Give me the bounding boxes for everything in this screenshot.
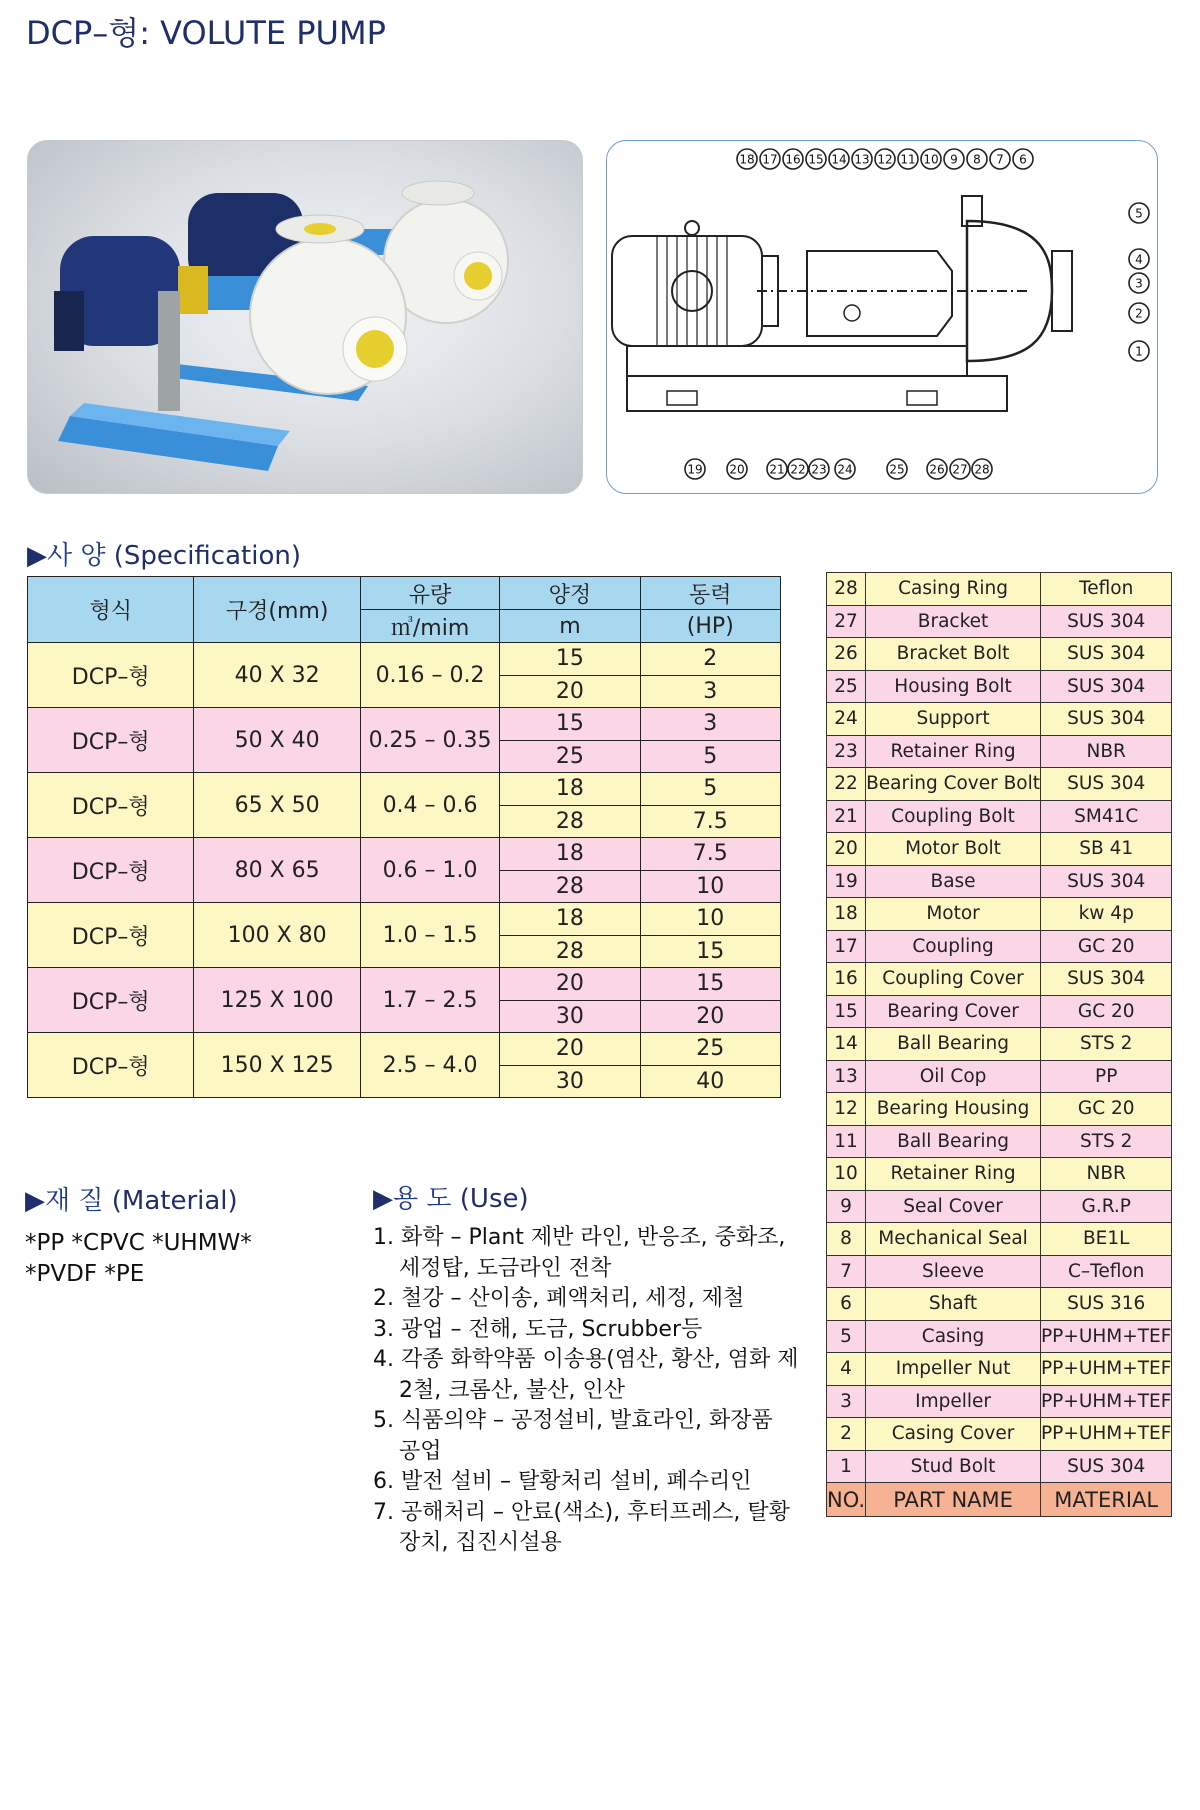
material-line: *PVDF *PE	[25, 1261, 145, 1287]
use-list	[373, 1223, 799, 1559]
callout-number: 15	[808, 152, 824, 167]
spec-heading	[27, 535, 301, 572]
parts-row	[827, 1255, 1172, 1288]
spec-cell-power: 10	[640, 903, 780, 936]
parts-cell-material: C–Teflon	[1041, 1255, 1172, 1288]
product-photo	[27, 140, 583, 494]
parts-cell-name: Casing Ring	[866, 573, 1041, 606]
parts-row	[827, 573, 1172, 606]
parts-cell-no: 9	[827, 1190, 866, 1223]
spec-row	[28, 643, 781, 676]
parts-cell-no: 4	[827, 1353, 866, 1386]
parts-row	[827, 1450, 1172, 1483]
parts-table	[826, 572, 1172, 1517]
parts-header-name: PART NAME	[866, 1483, 1041, 1517]
diagram-base-upper	[627, 346, 967, 376]
parts-row	[827, 638, 1172, 671]
parts-cell-no: 21	[827, 800, 866, 833]
parts-row	[827, 800, 1172, 833]
parts-cell-no: 16	[827, 963, 866, 996]
parts-cell-no: 22	[827, 768, 866, 801]
parts-cell-no: 14	[827, 1028, 866, 1061]
parts-cell-name: Motor Bolt	[866, 833, 1041, 866]
parts-cell-material: SUS 304	[1041, 638, 1172, 671]
spec-cell-head: 18	[500, 773, 640, 806]
spec-table	[27, 576, 781, 1098]
parts-cell-material: SUS 304	[1041, 605, 1172, 638]
spec-row	[28, 773, 781, 806]
parts-row	[827, 1418, 1172, 1451]
callout-number: 19	[687, 462, 703, 477]
parts-cell-material: SUS 304	[1041, 670, 1172, 703]
spec-cell-head: 18	[500, 903, 640, 936]
spec-cell-head: 28	[500, 935, 640, 968]
parts-cell-no: 6	[827, 1288, 866, 1321]
rear-pump-outlet	[402, 181, 474, 205]
parts-row	[827, 1158, 1172, 1191]
spec-cell-flow: 0.4 – 0.6	[360, 773, 499, 838]
parts-cell-name: Retainer Ring	[866, 1158, 1041, 1191]
spec-header-power-unit: (HP)	[640, 610, 780, 643]
parts-cell-material: STS 2	[1041, 1125, 1172, 1158]
spec-header-model: 형식	[28, 577, 194, 643]
parts-cell-no: 5	[827, 1320, 866, 1353]
spec-cell-head: 20	[500, 1033, 640, 1066]
parts-cell-name: Bracket	[866, 605, 1041, 638]
parts-cell-no: 19	[827, 865, 866, 898]
parts-row	[827, 1385, 1172, 1418]
page-title: DCP–형: VOLUTE PUMP	[26, 14, 386, 52]
spec-heading-marker: ▶	[27, 541, 47, 571]
sectional-diagram	[606, 140, 1158, 494]
parts-cell-name: Ball Bearing	[866, 1028, 1041, 1061]
callout-number: 20	[729, 462, 745, 477]
spec-header-flow-unit: ㎥/mim	[360, 610, 499, 643]
parts-cell-no: 15	[827, 995, 866, 1028]
use-line: 2. 철강 – 산이송, 폐액처리, 세정, 제철	[373, 1286, 745, 1311]
parts-cell-no: 20	[827, 833, 866, 866]
parts-cell-name: Casing Cover	[866, 1418, 1041, 1451]
spec-cell-power: 15	[640, 968, 780, 1001]
callout-number: 7	[996, 152, 1004, 167]
parts-cell-no: 27	[827, 605, 866, 638]
use-heading	[373, 1178, 529, 1215]
spec-cell-bore: 40 X 32	[194, 643, 360, 708]
material-heading-label: 재 질	[45, 1186, 104, 1216]
spec-cell-power: 5	[640, 740, 780, 773]
parts-cell-name: Seal Cover	[866, 1190, 1041, 1223]
parts-row	[827, 833, 1172, 866]
parts-cell-material: PP	[1041, 1060, 1172, 1093]
parts-cell-no: 25	[827, 670, 866, 703]
spec-cell-flow: 0.6 – 1.0	[360, 838, 499, 903]
spec-cell-bore: 50 X 40	[194, 708, 360, 773]
parts-table-body	[827, 573, 1172, 1517]
diagram-motor-fins	[657, 236, 727, 346]
callout-number: 23	[811, 462, 827, 477]
callout-number: 8	[973, 152, 981, 167]
parts-cell-no: 12	[827, 1093, 866, 1126]
spec-cell-bore: 65 X 50	[194, 773, 360, 838]
parts-cell-name: Motor	[866, 898, 1041, 931]
diagram-bearing-housing	[807, 251, 952, 336]
parts-cell-name: Retainer Ring	[866, 735, 1041, 768]
parts-cell-material: SB 41	[1041, 833, 1172, 866]
parts-cell-material: PP+UHM+TEF	[1041, 1385, 1172, 1418]
spec-cell-model: DCP–형	[28, 838, 194, 903]
parts-cell-name: Bearing Cover Bolt	[866, 768, 1041, 801]
parts-header-no: NO.	[827, 1483, 866, 1517]
parts-cell-name: Stud Bolt	[866, 1450, 1041, 1483]
spec-heading-label: 사 양	[47, 541, 106, 571]
parts-cell-no: 26	[827, 638, 866, 671]
spec-cell-bore: 80 X 65	[194, 838, 360, 903]
parts-cell-material: SM41C	[1041, 800, 1172, 833]
spec-table-body	[28, 643, 781, 1098]
parts-row	[827, 1028, 1172, 1061]
use-line: 3. 광업 – 전해, 도금, Scrubber등	[373, 1316, 703, 1342]
spec-cell-head: 15	[500, 643, 640, 676]
parts-cell-no: 11	[827, 1125, 866, 1158]
parts-cell-material: kw 4p	[1041, 898, 1172, 931]
spec-cell-power: 5	[640, 773, 780, 806]
parts-cell-name: Bracket Bolt	[866, 638, 1041, 671]
parts-cell-material: Teflon	[1041, 573, 1172, 606]
parts-cell-name: Sleeve	[866, 1255, 1041, 1288]
parts-cell-no: 7	[827, 1255, 866, 1288]
parts-row	[827, 735, 1172, 768]
parts-cell-no: 8	[827, 1223, 866, 1256]
spec-cell-head: 28	[500, 805, 640, 838]
spec-cell-head: 28	[500, 870, 640, 903]
parts-cell-material: GC 20	[1041, 1093, 1172, 1126]
parts-cell-material: SUS 304	[1041, 1450, 1172, 1483]
spec-header-head-unit: m	[500, 610, 640, 643]
callouts-right	[1129, 203, 1149, 361]
parts-row	[827, 768, 1172, 801]
parts-row	[827, 1288, 1172, 1321]
spec-cell-model: DCP–형	[28, 708, 194, 773]
use-line: 세정탑, 도금라인 전착	[399, 1255, 612, 1281]
parts-row	[827, 995, 1172, 1028]
callout-number: 13	[854, 152, 870, 167]
front-pump-logo	[356, 330, 394, 368]
spec-cell-power: 25	[640, 1033, 780, 1066]
spec-cell-bore: 100 X 80	[194, 903, 360, 968]
spec-cell-flow: 0.16 – 0.2	[360, 643, 499, 708]
parts-cell-no: 13	[827, 1060, 866, 1093]
spec-row	[28, 968, 781, 1001]
parts-header-row	[827, 1483, 1172, 1517]
front-outlet-logo	[304, 223, 336, 235]
parts-cell-name: Mechanical Seal	[866, 1223, 1041, 1256]
parts-row	[827, 703, 1172, 736]
diagram-terminal-box	[672, 271, 712, 311]
spec-cell-power: 3	[640, 708, 780, 741]
parts-cell-material: GC 20	[1041, 995, 1172, 1028]
spec-cell-power: 40	[640, 1065, 780, 1098]
parts-cell-material: GC 20	[1041, 930, 1172, 963]
callout-number: 3	[1135, 276, 1143, 291]
callout-number: 1	[1135, 344, 1143, 359]
callout-number: 22	[790, 462, 806, 477]
parts-cell-no: 1	[827, 1450, 866, 1483]
parts-cell-name: Shaft	[866, 1288, 1041, 1321]
parts-row	[827, 1320, 1172, 1353]
use-line: 7. 공해처리 – 안료(색소), 후터프레스, 탈황	[373, 1499, 790, 1525]
spec-cell-flow: 1.7 – 2.5	[360, 968, 499, 1033]
spec-cell-model: DCP–형	[28, 1033, 194, 1098]
callout-number: 11	[900, 152, 916, 167]
spec-cell-power: 20	[640, 1000, 780, 1033]
parts-cell-name: Impeller	[866, 1385, 1041, 1418]
callout-number: 27	[952, 462, 968, 477]
use-line: 6. 발전 설비 – 탈황처리 설비, 폐수리인	[373, 1469, 752, 1494]
spec-cell-model: DCP–형	[28, 968, 194, 1033]
front-motor-base	[54, 291, 84, 351]
parts-cell-material: STS 2	[1041, 1028, 1172, 1061]
diagram-base-slot-right	[907, 391, 937, 405]
parts-cell-name: Bearing Housing	[866, 1093, 1041, 1126]
spec-cell-head: 30	[500, 1065, 640, 1098]
parts-cell-no: 23	[827, 735, 866, 768]
spec-heading-sub: (Specification)	[113, 541, 301, 571]
callout-number: 26	[929, 462, 945, 477]
rear-pump-logo	[464, 262, 492, 290]
parts-cell-name: Oil Cop	[866, 1060, 1041, 1093]
parts-row	[827, 963, 1172, 996]
parts-cell-no: 28	[827, 573, 866, 606]
parts-row	[827, 1190, 1172, 1223]
parts-cell-material: SUS 304	[1041, 703, 1172, 736]
use-line: 공업	[399, 1438, 442, 1464]
use-line: 장치, 집진시설용	[399, 1530, 562, 1555]
use-line: 4. 각종 화학약품 이송용(염산, 황산, 염화 제	[373, 1347, 799, 1372]
spec-cell-flow: 0.25 – 0.35	[360, 708, 499, 773]
callout-number: 5	[1135, 206, 1143, 221]
parts-cell-material: SUS 316	[1041, 1288, 1172, 1321]
parts-cell-material: PP+UHM+TEF	[1041, 1418, 1172, 1451]
use-heading-sub: (Use)	[459, 1184, 529, 1214]
pump-cross-section	[607, 141, 1157, 493]
spec-cell-bore: 125 X 100	[194, 968, 360, 1033]
spec-row	[28, 1033, 781, 1066]
spec-cell-power: 7.5	[640, 838, 780, 871]
callout-number: 25	[889, 462, 905, 477]
pump-photo-illustration	[28, 141, 582, 493]
use-heading-label: 용 도	[393, 1184, 452, 1214]
parts-cell-no: 17	[827, 930, 866, 963]
spec-cell-head: 30	[500, 1000, 640, 1033]
callout-number: 28	[974, 462, 990, 477]
diagram-eye-bolt	[685, 221, 699, 235]
parts-cell-no: 18	[827, 898, 866, 931]
spec-cell-head: 18	[500, 838, 640, 871]
callouts-bottom	[685, 459, 992, 479]
spec-row	[28, 903, 781, 936]
parts-cell-name: Bearing Cover	[866, 995, 1041, 1028]
parts-row	[827, 670, 1172, 703]
spec-cell-model: DCP–형	[28, 773, 194, 838]
parts-cell-name: Coupling Bolt	[866, 800, 1041, 833]
parts-cell-material: NBR	[1041, 1158, 1172, 1191]
spec-cell-flow: 1.0 – 1.5	[360, 903, 499, 968]
parts-row	[827, 1060, 1172, 1093]
spec-cell-head: 15	[500, 708, 640, 741]
parts-cell-material: SUS 304	[1041, 865, 1172, 898]
callout-number: 12	[877, 152, 893, 167]
spec-header-bore: 구경(mm)	[194, 577, 360, 643]
spec-cell-flow: 2.5 – 4.0	[360, 1033, 499, 1098]
spec-cell-power: 15	[640, 935, 780, 968]
parts-cell-name: Coupling	[866, 930, 1041, 963]
front-motor-label	[178, 266, 208, 314]
diagram-oil-cup	[844, 305, 860, 321]
spec-cell-model: DCP–형	[28, 903, 194, 968]
parts-row	[827, 865, 1172, 898]
callout-number: 4	[1135, 252, 1143, 267]
callout-number: 14	[831, 152, 847, 167]
parts-row	[827, 1093, 1172, 1126]
spec-cell-model: DCP–형	[28, 643, 194, 708]
parts-cell-no: 2	[827, 1418, 866, 1451]
spec-cell-power: 3	[640, 675, 780, 708]
spec-header-head: 양정	[500, 577, 640, 610]
use-line: 1. 화학 – Plant 제반 라인, 반응조, 중화조,	[373, 1225, 786, 1250]
material-heading	[25, 1180, 238, 1217]
callout-number: 6	[1019, 152, 1027, 167]
spec-cell-bore: 150 X 125	[194, 1033, 360, 1098]
material-heading-marker: ▶	[25, 1186, 45, 1216]
spec-cell-power: 2	[640, 643, 780, 676]
callouts-top	[737, 149, 1033, 169]
parts-cell-name: Housing Bolt	[866, 670, 1041, 703]
callout-number: 17	[762, 152, 778, 167]
parts-row	[827, 1353, 1172, 1386]
callout-number: 18	[739, 152, 755, 167]
spec-row	[28, 838, 781, 871]
parts-cell-name: Support	[866, 703, 1041, 736]
parts-cell-material: SUS 304	[1041, 963, 1172, 996]
parts-row	[827, 1125, 1172, 1158]
callout-number: 2	[1135, 306, 1143, 321]
parts-cell-name: Ball Bearing	[866, 1125, 1041, 1158]
parts-row	[827, 898, 1172, 931]
spec-cell-head: 25	[500, 740, 640, 773]
material-line: *PP *CPVC *UHMW*	[25, 1230, 252, 1256]
callout-number: 10	[923, 152, 939, 167]
callout-number: 16	[785, 152, 801, 167]
parts-row	[827, 605, 1172, 638]
parts-cell-name: Impeller Nut	[866, 1353, 1041, 1386]
callout-number: 21	[769, 462, 785, 477]
diagram-base-slot-left	[667, 391, 697, 405]
spec-header-flow: 유량	[360, 577, 499, 610]
parts-cell-material: SUS 304	[1041, 768, 1172, 801]
spec-cell-power: 10	[640, 870, 780, 903]
callout-number: 9	[950, 152, 958, 167]
use-line: 5. 식품의약 – 공정설비, 발효라인, 화장품	[373, 1408, 773, 1433]
parts-cell-material: NBR	[1041, 735, 1172, 768]
spec-cell-power: 7.5	[640, 805, 780, 838]
use-line: 2철, 크롬산, 불산, 인산	[399, 1377, 625, 1403]
parts-cell-name: Coupling Cover	[866, 963, 1041, 996]
parts-cell-no: 3	[827, 1385, 866, 1418]
parts-cell-material: PP+UHM+TEF	[1041, 1320, 1172, 1353]
parts-cell-material: PP+UHM+TEF	[1041, 1353, 1172, 1386]
material-list	[25, 1228, 252, 1290]
parts-row	[827, 930, 1172, 963]
material-heading-sub: (Material)	[111, 1186, 238, 1216]
parts-cell-material: G.R.P	[1041, 1190, 1172, 1223]
motor-bracket	[158, 291, 180, 411]
use-heading-marker: ▶	[373, 1184, 393, 1214]
parts-cell-name: Base	[866, 865, 1041, 898]
spec-header-power: 동력	[640, 577, 780, 610]
diagram-suction-flange	[1052, 251, 1072, 331]
parts-header-material: MATERIAL	[1041, 1483, 1172, 1517]
parts-row	[827, 1223, 1172, 1256]
spec-cell-head: 20	[500, 968, 640, 1001]
parts-cell-name: Casing	[866, 1320, 1041, 1353]
spec-cell-head: 20	[500, 675, 640, 708]
callout-number: 24	[837, 462, 853, 477]
parts-cell-material: BE1L	[1041, 1223, 1172, 1256]
parts-cell-no: 24	[827, 703, 866, 736]
parts-cell-no: 10	[827, 1158, 866, 1191]
spec-row	[28, 708, 781, 741]
